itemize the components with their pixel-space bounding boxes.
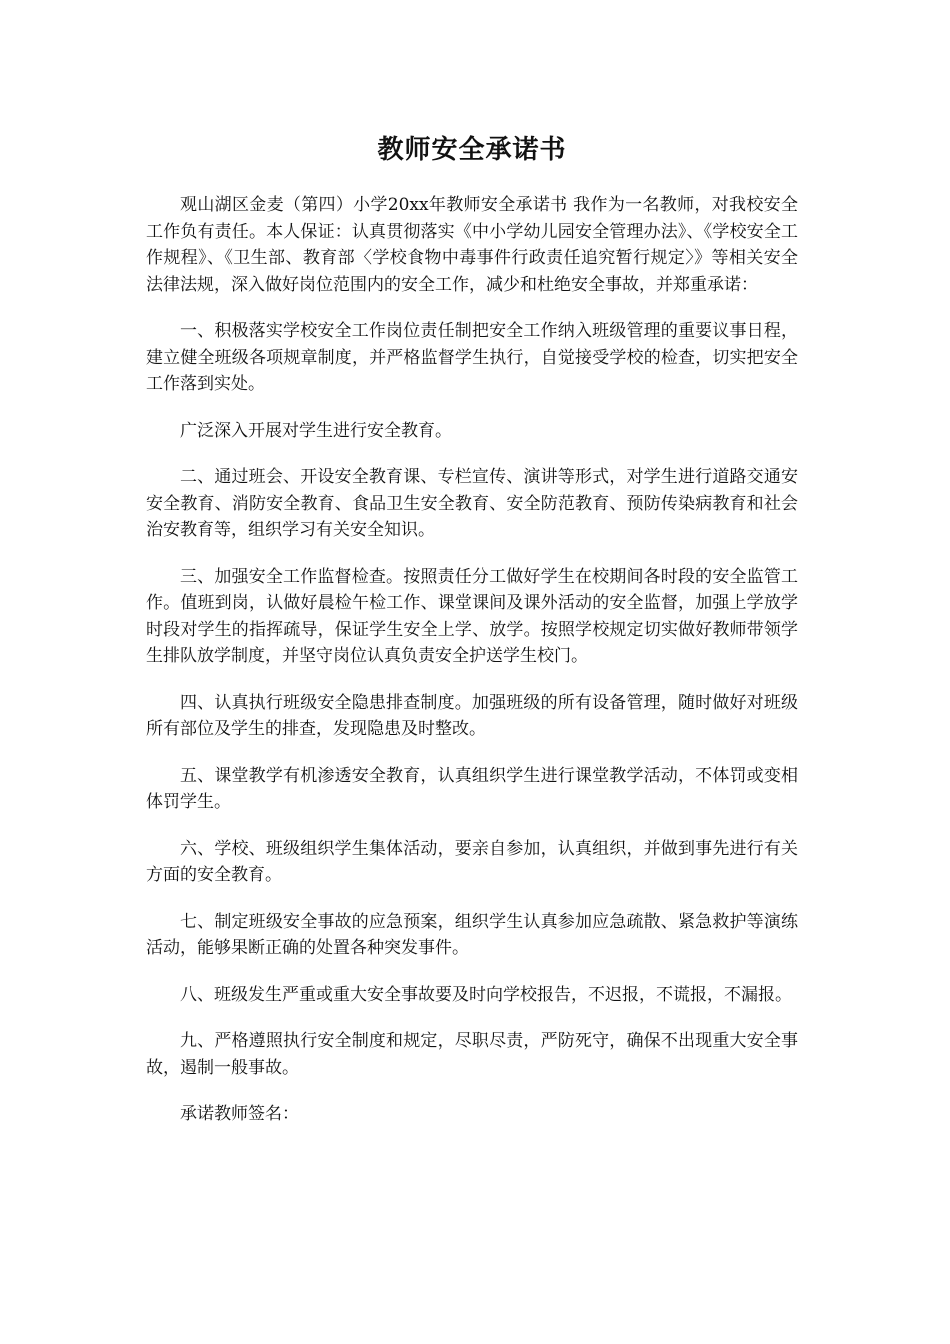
pledge-item-2: 二、通过班会、开设安全教育课、专栏宣传、演讲等形式，对学生进行道路交通安安全教育、消防安全教育、食品卫生安全教育、安全防范教育、预防传染病教育和社会治安教育等，组织学习有关安全知识。 (146, 467, 798, 540)
pledge-item-6: 六、学校、班级组织学生集体活动，要亲自参加，认真组织，并做到事先进行有关方面的安全教育。 (146, 838, 798, 885)
pledge-item-1: 一、积极落实学校安全工作岗位责任制把安全工作纳入班级管理的重要议事日程，建立健全班级各项规章制度，并严格监督学生执行，自觉接受学校的检查，切实把安全工作落到实处。 (146, 321, 798, 394)
document-body (146, 128, 798, 1148)
pledge-item-7: 七、制定班级安全事故的应急预案，组织学生认真参加应急疏散、紧急救护等演练活动，能够果断正确的处置各种突发事件。 (146, 911, 798, 958)
pledge-item-5: 五、课堂教学有机渗透安全教育，认真组织学生进行课堂教学活动，不体罚或变相体罚学生。 (146, 765, 798, 812)
document-title: 教师安全承诺书 (377, 135, 567, 165)
pledge-item-3: 三、加强安全工作监督检查。按照责任分工做好学生在校期间各时段的安全监管工作。值班到岗，认做好晨检午检工作、课堂课间及课外活动的安全监督，加强上学放学时段对学生的指挥疏导，保证学生安全上学、放学。按照学校规定切实做好教师带领学生排队放学制度，并坚守岗位认真负责安全护送学生校门。 (146, 566, 798, 666)
intro-paragraph: 观山湖区金麦（第四）小学20xx年教师安全承诺书 我作为一名教师，对我校安全工作负有责任。本人保证：认真贯彻落实《中小学幼儿园安全管理办法》、《学校安全工作规程》、《卫生部、教育部〈学校食物中毒事件行政责任追究暂行规定〉》等相关安全法律法规，深入做好岗位范围内的安全工作，减少和杜绝安全事故，并郑重承诺： (146, 195, 798, 295)
signature-line: 承诺教师签名： (180, 1104, 299, 1124)
pledge-item-9: 九、严格遵照执行安全制度和规定，尽职尽责，严防死守，确保不出现重大安全事故，遏制一般事故。 (146, 1031, 798, 1078)
pledge-item-8: 八、班级发生严重或重大安全事故要及时向学校报告，不迟报，不谎报，不漏报。 (180, 984, 792, 1005)
pledge-item-4: 四、认真执行班级安全隐患排查制度。加强班级的所有设备管理，随时做好对班级所有部位及学生的排查，发现隐患及时整改。 (146, 692, 798, 739)
pledge-note: 广泛深入开展对学生进行安全教育。 (180, 420, 452, 441)
